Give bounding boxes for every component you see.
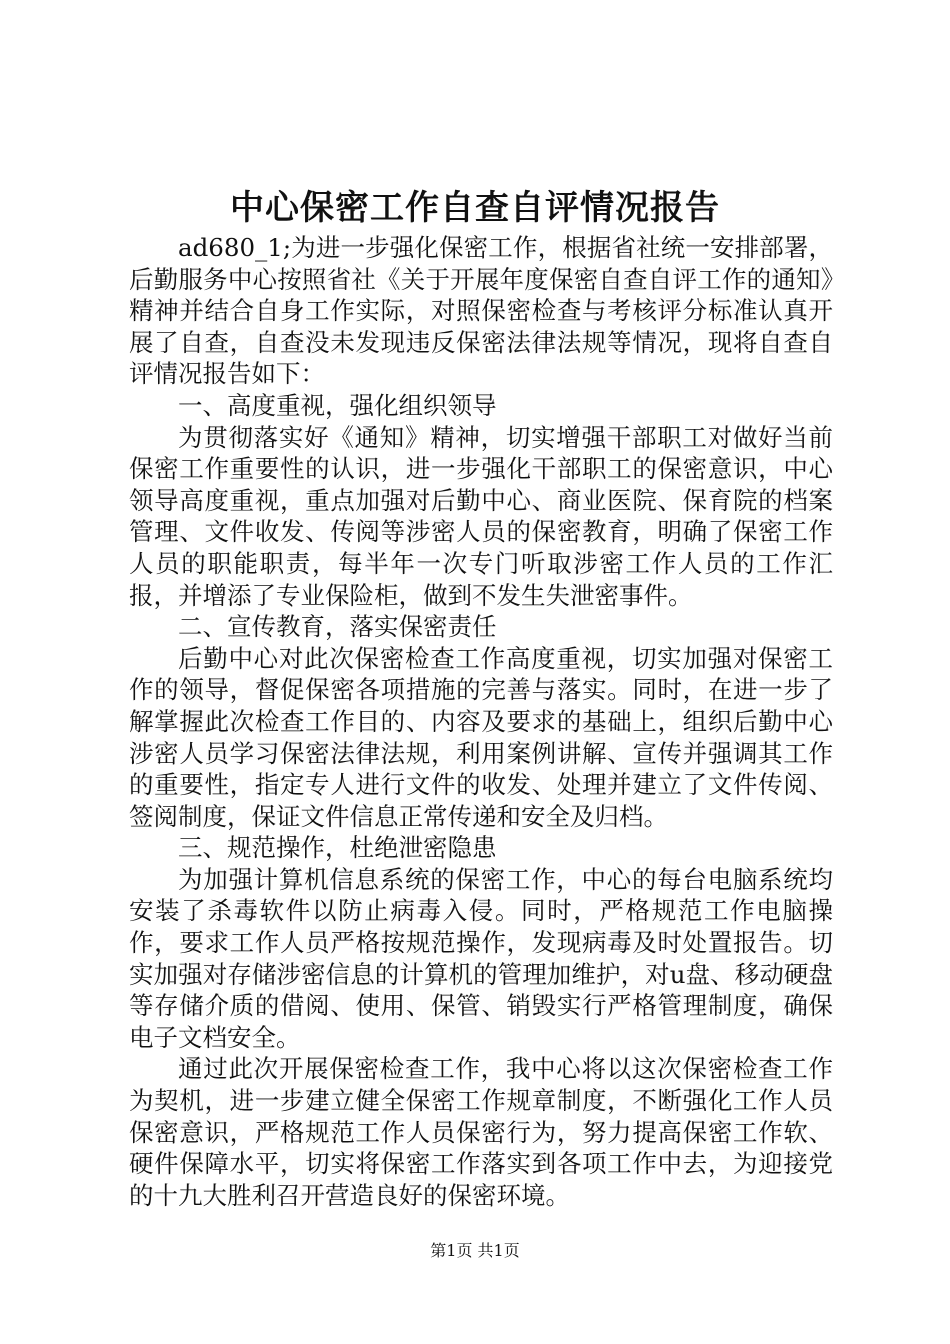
section-2-paragraph: 后勤中心对此次保密检查工作高度重视，切实加强对保密工作的领导，督促保密各项措施的完善与落实。同时，在进一步了解掌握此次检查工作目的、内容及要求的基础上，组织后勤中心涉密人员学习保密法律法规，利用案例讲解、宣传并强调其工作的重要性，指定专人进行文件的收发、处理并建立了文件传阅、签阅制度，保证文件信息正常传递和安全及归档。 xyxy=(129,643,833,831)
section-heading-1: 一、高度重视，强化组织领导 xyxy=(178,390,497,420)
section-1-paragraph: 为贯彻落实好《通知》精神，切实增强干部职工对做好当前保密工作重要性的认识，进一步强化干部职工的保密意识，中心领导高度重视，重点加强对后勤中心、商业医院、保育院的档案管理、文件收发、传阅等涉密人员的保密教育，明确了保密工作人员的职能职责，每半年一次专门听取涉密工作人员的工作汇报，并增添了专业保险柜，做到不发生失泄密事件。 xyxy=(129,422,833,610)
document-body xyxy=(129,232,833,1211)
page-number-footer: 第1页 共1页 xyxy=(430,1241,520,1260)
page-title: 中心保密工作自查自评情况报告 xyxy=(230,188,720,228)
section-heading-3: 三、规范操作，杜绝泄密隐患 xyxy=(178,833,497,863)
intro-paragraph: ad680_1;为进一步强化保密工作，根据省社统一安排部署，后勤服务中心按照省社《关于开展年度保密自查自评工作的通知》精神并结合自身工作实际，对照保密检查与考核评分标准认真开展了自查，自查没未发现违反保密法律法规等情况，现将自查自评情况报告如下： xyxy=(129,233,833,389)
section-heading-2: 二、宣传教育，落实保密责任 xyxy=(178,612,497,642)
section-3-paragraph: 为加强计算机信息系统的保密工作，中心的每台电脑系统均安装了杀毒软件以防止病毒入侵。同时，严格规范工作电脑操作，要求工作人员严格按规范操作，发现病毒及时处置报告。切实加强对存储涉密信息的计算机的管理加维护，对u盘、移动硬盘等存储介质的借阅、使用、保管、销毁实行严格管理制度，确保电子文档安全。 xyxy=(129,864,833,1052)
closing-paragraph: 通过此次开展保密检查工作，我中心将以这次保密检查工作为契机，进一步建立健全保密工作规章制度，不断强化工作人员保密意识，严格规范工作人员保密行为，努力提高保密工作软、硬件保障水平，切实将保密工作落实到各项工作中去，为迎接党的十九大胜利召开营造良好的保密环境。 xyxy=(129,1054,833,1210)
